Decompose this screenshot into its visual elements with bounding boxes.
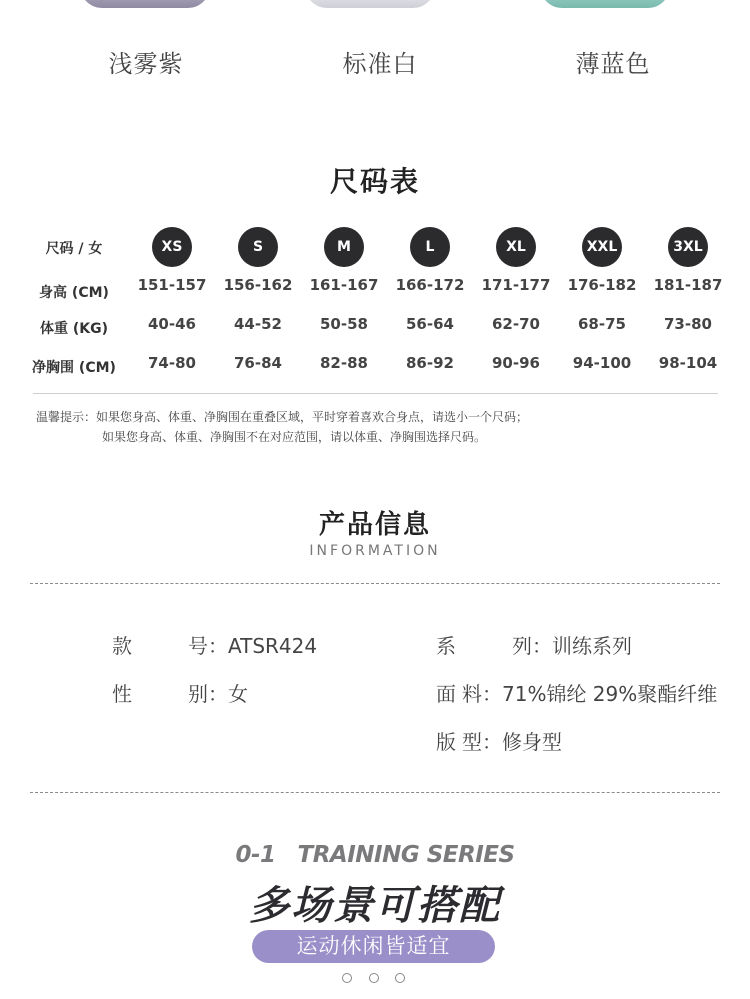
color-name-blue: 薄蓝色	[575, 50, 651, 78]
info-style-number	[112, 630, 317, 659]
table-cell: 40-46	[148, 315, 196, 333]
table-cell: 86-92	[406, 354, 454, 372]
weight-label: 体重 (KG)	[39, 321, 108, 337]
info-style-value: ：ATSR424	[208, 634, 318, 658]
table-cell: 156-162	[223, 276, 293, 294]
chest-label: 净胸围 (CM)	[32, 360, 116, 376]
size-chart-divider	[33, 393, 718, 394]
product-info-subtitle: INFORMATION	[309, 543, 441, 559]
size-badge-xl: XL	[496, 227, 536, 267]
table-cell: 44-52	[234, 315, 282, 333]
carousel-dots	[342, 973, 412, 985]
info-style-key: 款号	[112, 634, 208, 658]
color-name-purple: 浅雾紫	[108, 50, 184, 78]
series-name: TRAINING SERIES	[297, 842, 515, 868]
info-series-key: 系列	[436, 634, 532, 658]
info-gender-key: 性别	[112, 682, 208, 706]
table-cell: 161-167	[309, 276, 379, 294]
table-cell: 90-96	[492, 354, 540, 372]
table-cell: 68-75	[578, 315, 626, 333]
size-header-row	[0, 227, 750, 267]
dashed-divider-top	[30, 583, 720, 584]
color-swatch-white	[305, 0, 435, 8]
info-fit-key: 版型	[436, 730, 482, 754]
info-fit	[436, 726, 562, 755]
info-gender-value: ：女	[208, 682, 248, 706]
table-cell: 76-84	[234, 354, 282, 372]
chest-row	[0, 354, 750, 394]
table-cell: 82-88	[320, 354, 368, 372]
table-cell: 171-177	[481, 276, 551, 294]
product-info-title: 产品信息	[318, 510, 431, 540]
table-cell: 62-70	[492, 315, 540, 333]
info-series-value: ：训练系列	[532, 634, 632, 658]
color-swatch-blue	[540, 0, 670, 8]
size-badge-xs: XS	[152, 227, 192, 267]
scene-title: 多场景可搭配	[249, 883, 501, 929]
height-row	[0, 276, 750, 316]
scene-pill-badge: 运动休闲皆适宜	[252, 930, 495, 963]
size-badge-xxl: XXL	[582, 227, 622, 267]
table-cell: 56-64	[406, 315, 454, 333]
table-cell: 176-182	[567, 276, 637, 294]
color-names	[0, 44, 750, 80]
info-fabric-value: ：71%锦纶 29%聚酯纤维	[482, 682, 718, 706]
table-cell: 181-187	[653, 276, 723, 294]
table-cell: 166-172	[395, 276, 465, 294]
size-chart-title: 尺码表	[329, 165, 420, 198]
color-swatch-purple	[80, 0, 210, 8]
table-cell: 74-80	[148, 354, 196, 372]
info-fabric	[436, 678, 717, 707]
color-name-white: 标准白	[342, 50, 418, 78]
size-badge-m: M	[324, 227, 364, 267]
color-swatch-strip	[0, 0, 750, 20]
size-badge-l: L	[410, 227, 450, 267]
carousel-dot[interactable]	[342, 973, 352, 983]
info-fit-value: ：修身型	[482, 730, 562, 754]
table-cell: 94-100	[572, 354, 632, 372]
info-fabric-key: 面料	[436, 682, 482, 706]
size-tip-line-1: 温馨提示：如果您身高、体重、净胸围在重叠区域，平时穿着喜欢合身点，请选小一个尺码；	[36, 410, 529, 424]
table-cell: 151-157	[137, 276, 207, 294]
height-label: 身高 (CM)	[39, 285, 109, 301]
carousel-dot[interactable]	[395, 973, 405, 983]
size-header-label: 尺码 / 女	[45, 241, 103, 257]
table-cell: 98-104	[658, 354, 718, 372]
carousel-dot[interactable]	[369, 973, 379, 983]
table-cell: 50-58	[320, 315, 368, 333]
size-tip-line-2: 如果您身高、体重、净胸围不在对应范围，请以体重、净胸围选择尺码。	[102, 430, 487, 444]
size-badge-s: S	[238, 227, 278, 267]
weight-row	[0, 315, 750, 355]
series-number: 0-1	[235, 842, 276, 868]
dashed-divider-bottom	[30, 792, 720, 793]
info-series	[436, 630, 632, 659]
table-cell: 73-80	[664, 315, 712, 333]
size-badge-3xl: 3XL	[668, 227, 708, 267]
info-gender	[112, 678, 248, 707]
series-heading	[0, 842, 750, 868]
